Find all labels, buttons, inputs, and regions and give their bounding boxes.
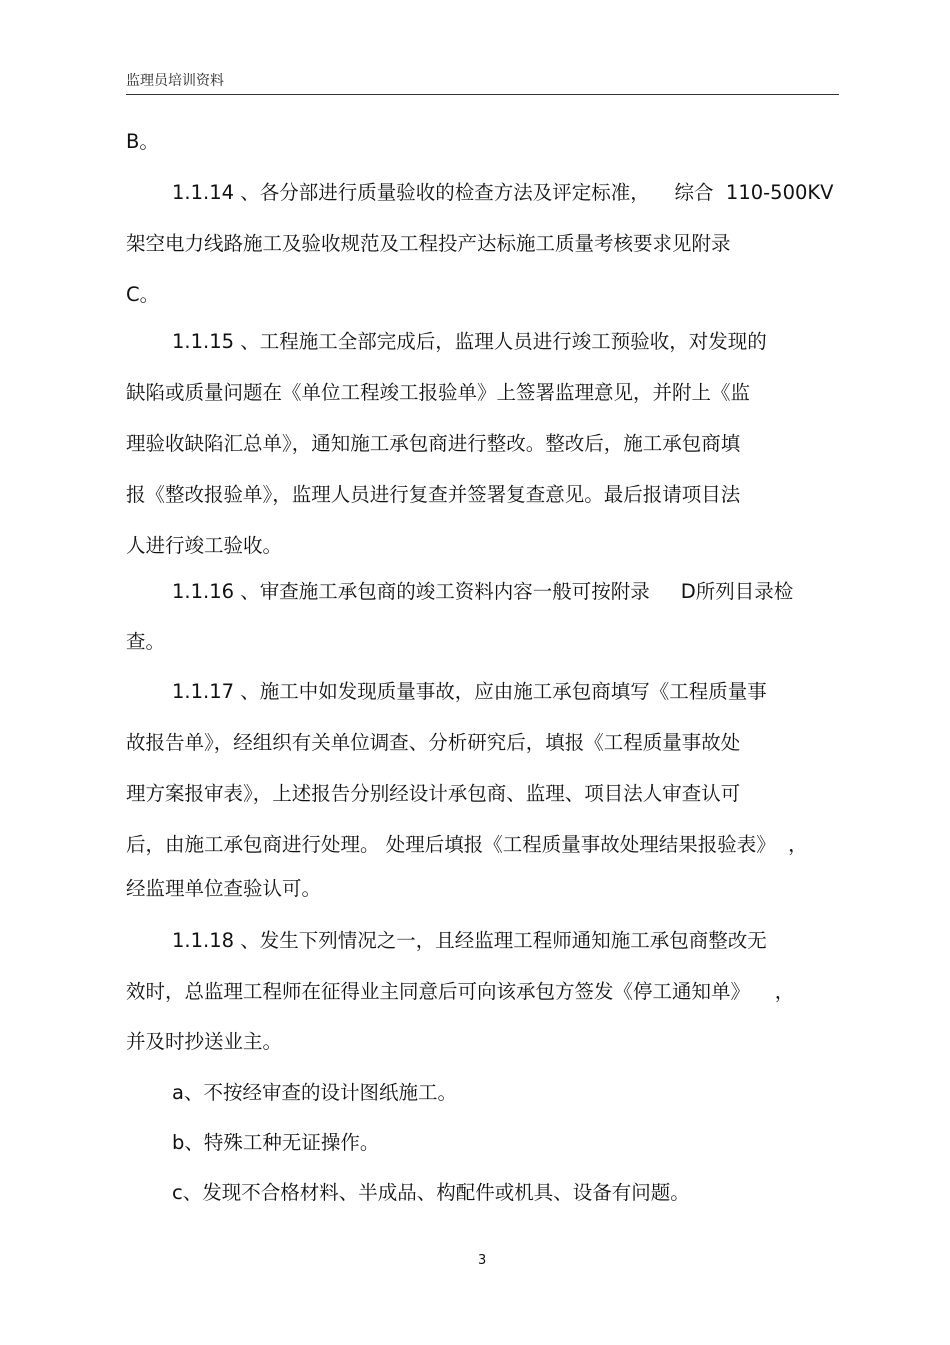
line-15: 后，由施工承包商进行处理。 处理后填报《工程质量事故处理结果报验表》 ， bbox=[126, 833, 808, 856]
line-12: 1.1.17 、施工中如发现质量事故，应由施工承包商填写《工程质量事 bbox=[172, 680, 767, 703]
line-5: 1.1.15 、工程施工全部完成后，监理人员进行竣工预验收，对发现的 bbox=[172, 330, 767, 353]
line-13: 故报告单》，经组织有关单位调查、分析研究后，填报《工程质量事故处 bbox=[126, 731, 741, 754]
line-22: c、发现不合格材料、半成品、构配件或机具、设备有问题。 bbox=[172, 1181, 690, 1204]
line-14: 理方案报审表》，上述报告分别经设计承包商、监理、项目法人审查认可 bbox=[126, 782, 741, 805]
line-3: 架空电力线路施工及验收规范及工程投产达标施工质量考核要求见附录 bbox=[126, 232, 731, 255]
line-6: 缺陷或质量问题在《单位工程竣工报验单》上签署监理意见，并附上《监 bbox=[126, 381, 751, 404]
line-18: 效时，总监理工程师在征得业主同意后可向该承包方签发《停工通知单》 ， bbox=[126, 980, 795, 1003]
line-17: 1.1.18 、发生下列情况之一，且经监理工程师通知施工承包商整改无 bbox=[172, 929, 767, 952]
line-2: 1.1.14 、各分部进行质量验收的检查方法及评定标准， 综合 110-500KV bbox=[172, 181, 834, 204]
page-number: 3 bbox=[478, 1253, 487, 1268]
line-21: b、特殊工种无证操作。 bbox=[172, 1131, 380, 1154]
line-8: 报《整改报验单》，监理人员进行复查并签署复查意见。最后报请项目法 bbox=[126, 483, 741, 506]
line-9: 人进行竣工验收。 bbox=[126, 534, 283, 557]
line-7: 理验收缺陷汇总单》，通知施工承包商进行整改。整改后，施工承包商填 bbox=[126, 432, 741, 455]
line-19: 并及时抄送业主。 bbox=[126, 1030, 283, 1053]
line-11: 查。 bbox=[126, 630, 166, 653]
line-1: B。 bbox=[126, 130, 159, 153]
line-20: a、不按经审查的设计图纸施工。 bbox=[172, 1081, 457, 1104]
line-10: 1.1.16 、审查施工承包商的竣工资料内容一般可按附录 D所列目录检 bbox=[172, 580, 794, 603]
line-16: 经监理单位查验认可。 bbox=[126, 877, 322, 900]
line-4: C。 bbox=[126, 283, 160, 306]
page-header: 监理员培训资料 bbox=[126, 73, 224, 89]
header-rule bbox=[126, 94, 839, 95]
